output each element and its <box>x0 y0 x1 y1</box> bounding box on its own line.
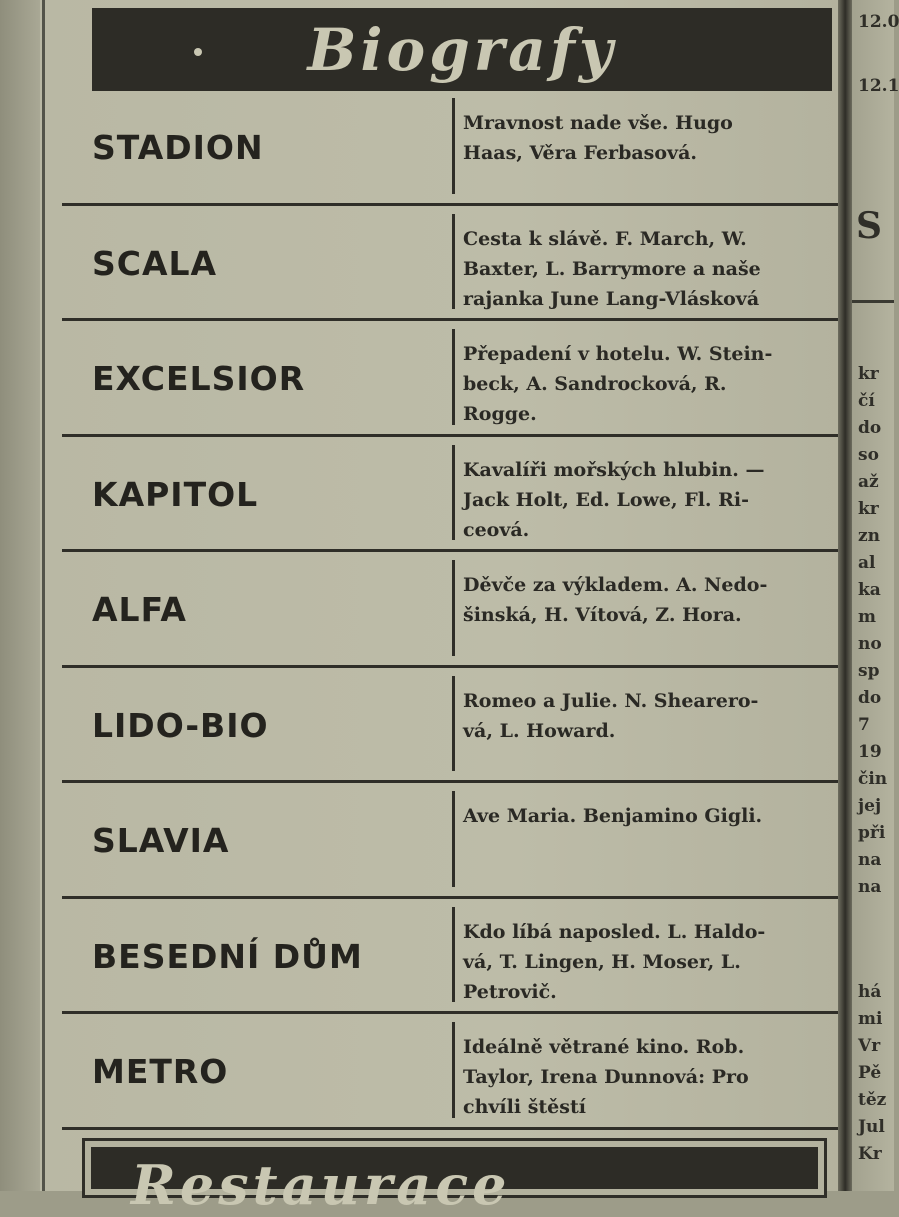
column-text-fragment: 7 <box>858 715 870 735</box>
column-text-fragment: mi <box>858 1009 883 1029</box>
column-text-fragment: Pě <box>858 1063 882 1083</box>
column-text-fragment: těz <box>858 1090 887 1110</box>
column-text-fragment: na <box>858 877 882 897</box>
cinema-name: SLAVIA <box>92 821 230 861</box>
film-description: Děvče za výkladem. A. Nedo- šinská, H. Vítová, Z. Hora. <box>463 574 768 626</box>
column-text-fragment: 12.1 <box>858 76 899 96</box>
column-separator <box>452 98 455 194</box>
page-left-margin <box>0 0 40 1191</box>
header-banner <box>92 8 832 91</box>
column-separator <box>452 907 455 1003</box>
column-text-fragment: až <box>858 472 879 492</box>
column-text-fragment: zn <box>858 526 881 546</box>
listing-row <box>62 552 842 668</box>
film-description: Mravnost nade vše. Hugo Haas, Věra Ferbasová. <box>463 112 733 164</box>
column-text-fragment: čin <box>858 769 888 789</box>
column-text-fragment: no <box>858 634 882 654</box>
listing-row <box>62 206 842 322</box>
column-text-fragment: sp <box>858 661 880 681</box>
column-separator <box>452 791 455 887</box>
cinema-name: SCALA <box>92 243 218 283</box>
column-text-fragment: jej <box>858 796 882 816</box>
row-divider <box>62 1127 842 1130</box>
footer-banner <box>82 1138 827 1217</box>
listing-row <box>62 90 842 206</box>
column-text-fragment: Vr <box>858 1036 881 1056</box>
column-text-fragment: čí <box>858 391 875 411</box>
column-separator <box>452 1022 455 1118</box>
film-description: Kdo líbá naposled. L. Haldo- vá, T. Lingen, H. Moser, L. Petrovič. <box>463 920 766 1003</box>
column-text-fragment: al <box>858 553 876 573</box>
column-text-fragment: m <box>858 607 876 627</box>
listing-row <box>62 321 842 437</box>
adjacent-column <box>852 0 899 1191</box>
cinema-name: EXCELSIOR <box>92 359 306 399</box>
listing-row <box>62 899 842 1015</box>
column-text-fragment: ka <box>858 580 881 600</box>
column-separator <box>452 560 455 656</box>
listing-row <box>62 668 842 784</box>
column-text-fragment: do <box>858 418 882 438</box>
footer-banner-title: Restaurace <box>131 1153 511 1217</box>
column-rule <box>852 300 894 303</box>
column-text-fragment: kr <box>858 499 879 519</box>
listing-row <box>62 437 842 553</box>
banner-ornament <box>194 48 202 56</box>
column-text-fragment: na <box>858 850 882 870</box>
cinema-name: KAPITOL <box>92 474 259 514</box>
column-text-fragment: há <box>858 982 882 1002</box>
column-separator <box>452 445 455 541</box>
column-text-fragment: so <box>858 445 879 465</box>
cinema-name: STADION <box>92 128 264 168</box>
column-separator <box>452 676 455 772</box>
column-separator <box>452 329 455 425</box>
listing-row <box>62 1014 842 1130</box>
column-text-fragment: Kr <box>858 1144 882 1164</box>
listing-row <box>62 783 842 899</box>
film-description: Ideálně větrané kino. Rob. Taylor, Irena Dunnová: Pro chvíli štěstí <box>463 1036 749 1118</box>
column-text-fragment: při <box>858 823 886 843</box>
cinema-name: ALFA <box>92 590 187 630</box>
column-text-fragment: 12.0 <box>858 12 899 32</box>
column-text-fragment: S <box>856 205 882 247</box>
column-text-fragment: do <box>858 688 882 708</box>
cinema-name: BESEDNÍ DŮM <box>92 936 363 976</box>
film-description: Přepadení v hotelu. W. Stein- beck, A. Sandrocková, R. Rogge. <box>463 343 773 425</box>
film-description: Ave Maria. Benjamino Gigli. <box>463 805 763 827</box>
column-text-fragment: kr <box>858 364 879 384</box>
film-description: Romeo a Julie. N. Shearero- vá, L. Howard. <box>463 689 759 742</box>
film-description: Cesta k slávě. F. March, W. Baxter, L. Barrymore a naše rajanka June Lang-Vlásková <box>463 227 761 310</box>
cinema-listing <box>62 90 842 1130</box>
column-text-fragment: 19 <box>858 742 882 762</box>
column-left-rule <box>42 0 45 1191</box>
film-description: Kavalíři mořských hlubin. — Jack Holt, Ed. Lowe, Fl. Ri- ceová. <box>463 458 765 541</box>
header-title: Biografy <box>307 15 617 84</box>
column-separator <box>452 214 455 310</box>
cinema-name: LIDO-BIO <box>92 705 269 745</box>
column-text-fragment: Jul <box>858 1117 885 1137</box>
cinema-name: METRO <box>92 1052 229 1092</box>
